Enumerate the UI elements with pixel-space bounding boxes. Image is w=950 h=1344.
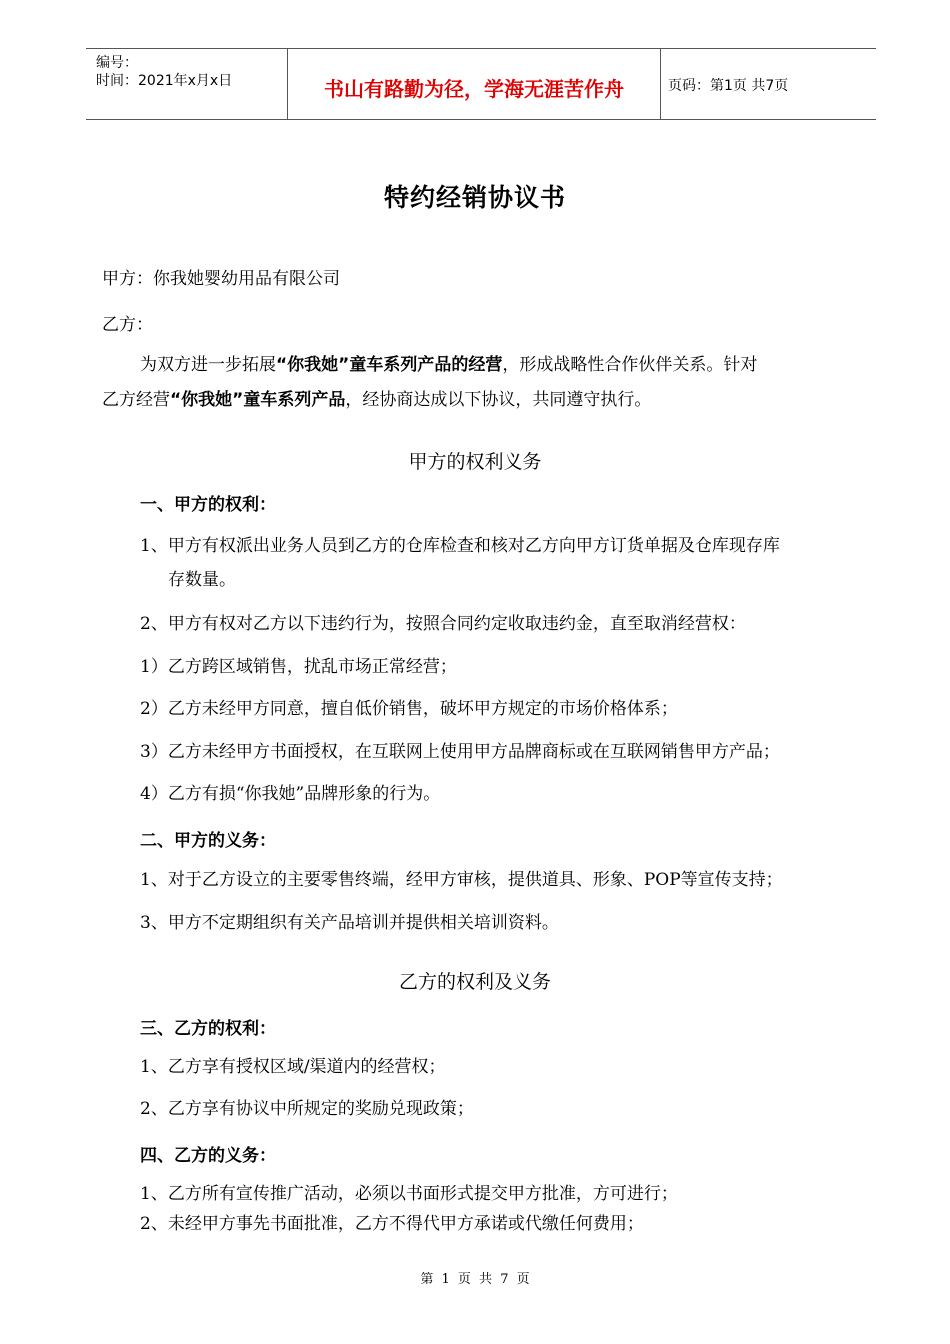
header-page-code: 页码：第1页 共7页 [668,78,789,94]
header-meta-cell [86,49,286,119]
party-a-right-1-line-1: 1、甲方有权派出业务人员到乙方的仓库检查和核对乙方向甲方订货单据及仓库现存库 [140,536,780,556]
party-a-duty-3: 3、甲方不定期组织有关产品培训并提供相关培训资料。 [140,913,559,933]
intro-text: 乙方经营 [102,390,170,410]
violation-item-1: 1）乙方跨区域销售，扰乱市场正常经营； [140,657,457,677]
party-b-right-1: 1、乙方享有授权区域/渠道内的经营权； [140,1057,446,1077]
document-title: 特约经销协议书 [383,183,566,212]
party-a-duty-1: 1、对于乙方设立的主要零售终端，经甲方审核，提供道具、形象、POP等宣传支持； [140,870,783,890]
page-footer: 第 1 页 共 7 页 [420,1272,530,1287]
header-motto-cell [287,49,661,119]
violation-item-2: 2）乙方未经甲方同意，擅自低价销售，破坏甲方规定的市场价格体系； [140,699,678,719]
party-b-right-2: 2、乙方享有协议中所规定的奖励兑现政策； [140,1099,474,1119]
party-a-right-2: 2、甲方有权对乙方以下违约行为，按照合同约定收取违约金，直至取消经营权： [140,614,746,634]
document-date-label: 时间：2021年x月x日 [96,73,233,89]
header-motto: 书山有路勤为径，学海无涯苦作舟 [324,77,624,101]
party-a-line: 甲方：你我她婴幼用品有限公司 [102,269,340,289]
violation-item-4: 4）乙方有损“你我她”品牌形象的行为。 [140,784,441,804]
intro-text: ，经协商达成以下协议，共同遵守执行。 [345,390,652,410]
intro-paragraph-line-1 [140,354,757,376]
party-a-duties-title: 二、甲方的义务： [140,831,276,851]
party-b-duty-2: 2、未经甲方事先书面批准，乙方不得代甲方承诺或代缴任何费用； [140,1214,644,1234]
intro-emphasis: “你我她”童车系列产品的经营 [276,355,503,375]
intro-paragraph-line-2 [102,389,651,411]
section-heading-party-b: 乙方的权利及义务 [398,971,551,993]
party-a-rights-title: 一、甲方的权利： [140,495,276,515]
intro-text: ，形成战略性合作伙伴关系。针对 [502,355,758,375]
document-number-label: 编号： [96,55,138,71]
page-header [86,48,876,120]
party-b-duties-title: 四、乙方的义务： [140,1146,276,1166]
party-b-line: 乙方： [102,315,153,335]
violation-item-3: 3）乙方未经甲方书面授权，在互联网上使用甲方品牌商标或在互联网销售甲方产品； [140,742,780,762]
party-b-rights-title: 三、乙方的权利： [140,1019,276,1039]
intro-text: 为双方进一步拓展 [140,355,276,375]
party-b-duty-1: 1、乙方所有宣传推广活动，必须以书面形式提交甲方批准，方可进行； [140,1184,678,1204]
party-a-right-1-line-2: 存数量。 [168,570,236,590]
intro-emphasis: “你我她”童车系列产品 [170,390,346,410]
header-page-cell [660,49,876,119]
section-heading-party-a: 甲方的权利义务 [408,451,542,473]
